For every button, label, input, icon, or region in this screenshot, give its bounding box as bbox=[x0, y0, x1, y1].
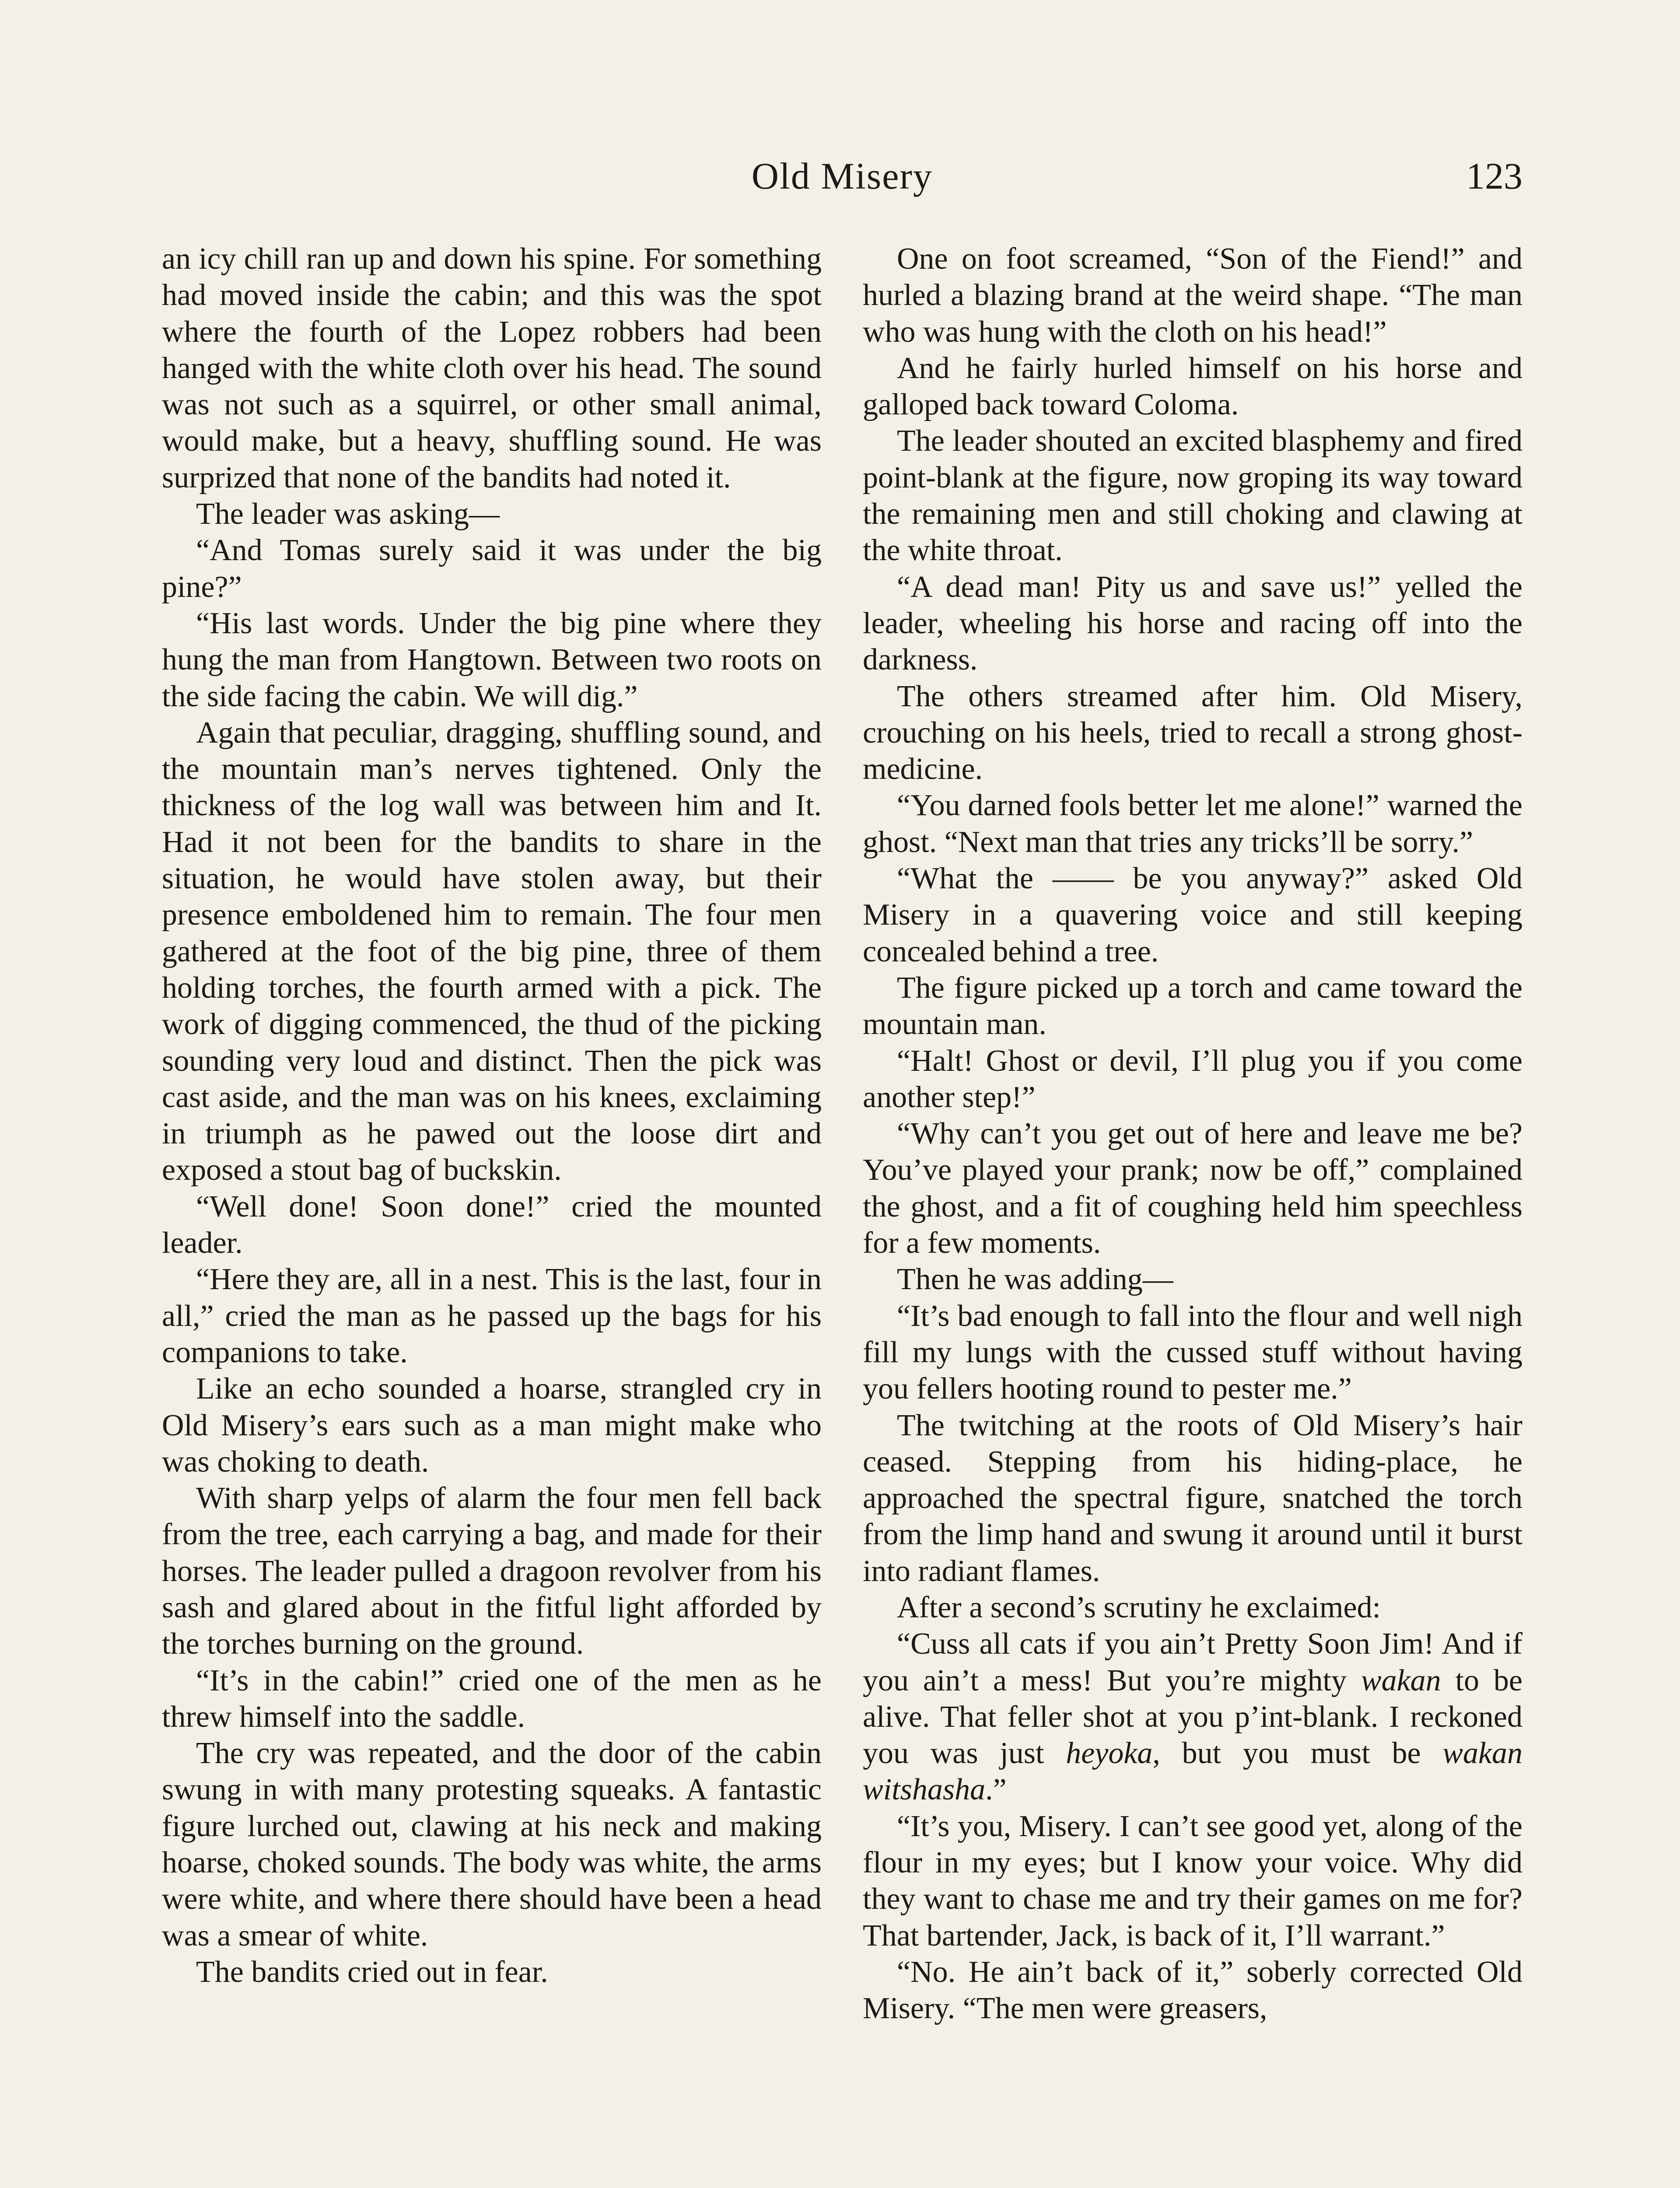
italic-term: wakan witshasha bbox=[863, 1736, 1523, 1807]
paragraph: The twitching at the roots of Old Misery’s hair ceased. Stepping from his hiding-place, he approached the spectral figure, snatched the torch from the limp hand and swung it around until it burst into radiant flames. bbox=[863, 1408, 1522, 1588]
paragraph-text: , but you must be bbox=[1152, 1736, 1443, 1771]
paragraph: After a second’s scrutiny he exclaimed: bbox=[897, 1590, 1381, 1624]
page-header bbox=[162, 154, 1522, 202]
paragraph: Then he was adding— bbox=[897, 1262, 1173, 1297]
paragraph: “What the —— be you anyway?” asked Old Misery in a quavering voice and still keeping concealed behind a tree. bbox=[863, 862, 1522, 968]
paragraph: “A dead man! Pity us and save us!” yelled the leader, wheeling his horse and racing off into the darkness. bbox=[863, 570, 1522, 677]
paragraph: The leader was asking— bbox=[196, 497, 500, 531]
paragraph bbox=[863, 1626, 1522, 1808]
paragraph: “His last words. Under the big pine where they hung the man from Hangtown. Between two roots on the side facing the cabin. We will dig.” bbox=[162, 606, 822, 713]
italic-term: heyoka bbox=[1066, 1736, 1153, 1771]
paragraph: The figure picked up a torch and came toward the mountain man. bbox=[863, 971, 1522, 1041]
paragraph: “No. He ain’t back of it,” soberly corrected Old Misery. “The men were greasers, bbox=[863, 1955, 1522, 2026]
paragraph: an icy chill ran up and down his spine. For something had moved inside the cabin; and this was the spot where the fourth of the Lopez robbers had been hanged with the white cloth over his head. The sound was not such as a squirrel, or other small animal, would make, but a heavy, shuffling sound. He was surprized that none of the bandits had noted it. bbox=[162, 242, 822, 494]
paragraph: “It’s in the cabin!” cried one of the men as he threw himself into the saddle. bbox=[162, 1663, 822, 1734]
italic-term: wakan bbox=[1361, 1663, 1441, 1697]
paragraph: “It’s bad enough to fall into the flour and well nigh fill my lungs with the cussed stuff without having you fellers hooting round to pester me.” bbox=[863, 1299, 1522, 1406]
paragraph: Like an echo sounded a hoarse, strangled cry in Old Misery’s ears such as a man might make who was choking to death. bbox=[162, 1372, 822, 1479]
paragraph-text: “Cuss all cats if you ain’t Pretty Soon Jim! And if you ain’t a mess! But you’re mighty bbox=[863, 1627, 1522, 1697]
paragraph: “And Tomas surely said it was under the big pine?” bbox=[162, 533, 822, 604]
paragraph: “Why can’t you get out of here and leave me be? You’ve played your prank; now be off,” complained the ghost, and a fit of coughing held him speechless for a few moments. bbox=[863, 1117, 1522, 1260]
paragraph: “Well done! Soon done!” cried the mounted leader. bbox=[162, 1189, 822, 1260]
paragraph: And he fairly hurled himself on his horse and galloped back toward Coloma. bbox=[863, 351, 1522, 422]
paragraph: The cry was repeated, and the door of the cabin swung in with many protesting squeaks. A fantastic figure lurched out, clawing at his neck and making hoarse, choked sounds. The body was white, the arms were white, and where there should have been a head was a smear of white. bbox=[162, 1736, 822, 1953]
paragraph: “Halt! Ghost or devil, I’ll plug you if you come another step!” bbox=[863, 1044, 1522, 1114]
paragraph: “Here they are, all in a nest. This is the last, four in all,” cried the man as he passed up the bags for his companions to take. bbox=[162, 1262, 822, 1369]
paragraph: “You darned fools better let me alone!” warned the ghost. “Next man that tries any tricks’ll be sorry.” bbox=[863, 789, 1522, 859]
paragraph: The bandits cried out in fear. bbox=[196, 1955, 548, 1989]
paragraph-text: .” bbox=[985, 1773, 1007, 1807]
right-column bbox=[863, 241, 1522, 2027]
paragraph: One on foot screamed, “Son of the Fiend!” and hurled a blazing brand at the weird shape. “The man who was hung with the cloth on his head!” bbox=[863, 242, 1522, 349]
paragraph: “It’s you, Misery. I can’t see good yet, along of the flour in my eyes; but I know your voice. Why did they want to chase me and try their games on me for? That bartender, Jack, is back of it, I’ll warrant.” bbox=[863, 1809, 1522, 1953]
paragraph-text: to be alive. That feller shot at you p’int-blank. I reckoned you was just bbox=[863, 1663, 1522, 1771]
paragraph: With sharp yelps of alarm the four men fell back from the tree, each carrying a bag, and made for their horses. The leader pulled a dragoon revolver from his sash and glared about in the fitful light afforded by the torches burning on the ground. bbox=[162, 1481, 822, 1661]
running-title: Old Misery bbox=[751, 155, 933, 197]
paragraph: Again that peculiar, dragging, shuffling sound, and the mountain man’s nerves tightened. Only the thickness of the log wall was between him and It. Had it not been for the bandits to share in the situation, he would have stolen away, but their presence emboldened him to remain. The four men gathered at the foot of the big pine, three of them holding torches, the fourth armed with a pick. The work of digging commenced, the thud of the picking sounding very loud and distinct. Then the pick was cast aside, and the man was on his knees, exclaiming in triumph as he pawed out the loose dirt and exposed a stout bag of buckskin. bbox=[162, 715, 822, 1187]
left-column bbox=[162, 241, 822, 1990]
page-number: 123 bbox=[1466, 155, 1522, 197]
paragraph: The others streamed after him. Old Misery, crouching on his heels, tried to recall a strong ghost-medicine. bbox=[863, 679, 1522, 786]
paragraph: The leader shouted an excited blasphemy and fired point-blank at the figure, now groping its way toward the remaining men and still choking and clawing at the white throat. bbox=[863, 424, 1522, 568]
